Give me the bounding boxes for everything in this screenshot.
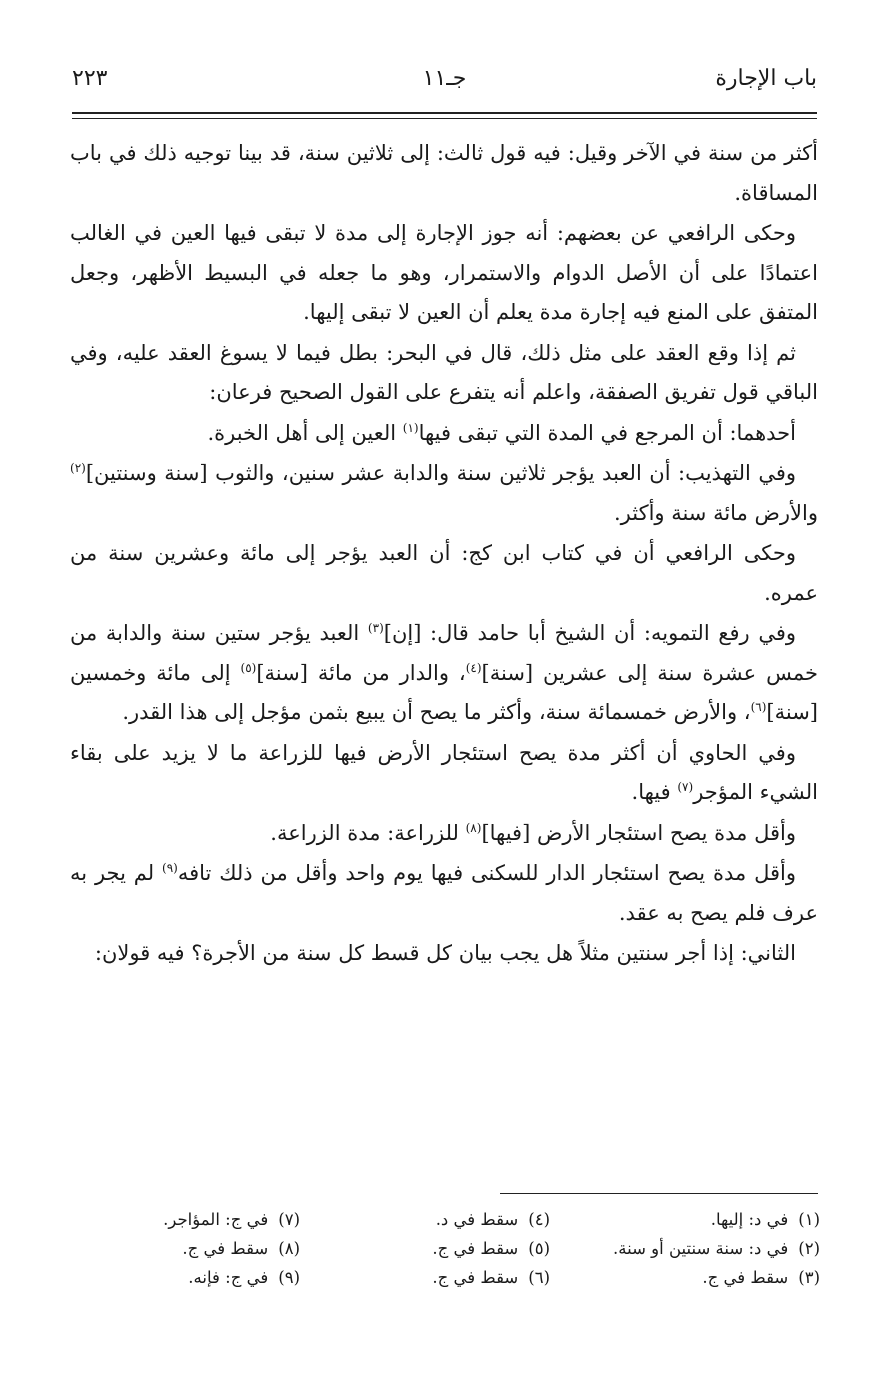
footnote-marker: (٩) (162, 861, 178, 875)
footnote-number: (٧) (278, 1210, 300, 1229)
page-number: ٢٢٣ (72, 66, 108, 91)
paragraph-text: فيها. (631, 780, 678, 804)
footnote-item (300, 1263, 550, 1292)
page-header (72, 66, 817, 102)
footnote-column (300, 1205, 550, 1292)
paragraph-text: أكثر من سنة في الآخر وقيل: فيه قول ثالث: إلى ثلاثين سنة، قد بينا توجيه ذلك في باب المساقاة. (70, 141, 818, 205)
paragraph-text: ، والدار من مائة [سنة] (256, 660, 466, 685)
footnote-marker: (٧) (677, 780, 694, 794)
paragraph-text: وفي الحاوي أن أكثر مدة يصح استئجار الأرض فيها للزراعة ما لا يزيد على بقاء الشيء المؤجر (70, 740, 818, 804)
footnote-marker: (٨) (465, 820, 482, 835)
footnote-number: (٢) (798, 1239, 820, 1258)
footnote-number: (٣) (798, 1268, 820, 1287)
footnote-text: سقط في ج. (702, 1268, 789, 1287)
footnote-text: في د: سنة سنتين أو سنة. (613, 1239, 789, 1258)
footnote-marker: (٣) (367, 621, 384, 635)
paragraph (70, 814, 818, 854)
footnote-text: سقط في ج. (432, 1268, 519, 1287)
footnote-text: سقط في د. (435, 1210, 519, 1229)
footnotes (70, 1205, 820, 1315)
paragraph (70, 454, 818, 533)
header-rule-thick (72, 112, 817, 114)
paragraph (70, 214, 818, 333)
header-rule-thin (72, 118, 817, 119)
footnote-marker: (٦) (750, 700, 767, 714)
paragraph-text: وحكى الرافعي أن في كتاب ابن كج: أن العبد يؤجر إلى مائة وعشرين سنة من عمره. (70, 541, 818, 605)
footnote-marker: (١) (402, 420, 419, 435)
footnote-text: في د: إليها. (710, 1210, 789, 1229)
footnote-number: (٩) (278, 1268, 300, 1287)
paragraph-text: العين إلى أهل الخبرة. (207, 420, 403, 445)
paragraph-text: ، والأرض خمسمائة سنة، وأكثر ما يصح أن يبيع بثمن مؤجل إلى هذا القدر. (122, 700, 751, 724)
paragraph (70, 134, 818, 213)
footnote-column (570, 1205, 820, 1292)
paragraph (70, 734, 818, 813)
footnote-text: سقط في ج. (432, 1239, 519, 1258)
footnote-number: (٤) (528, 1210, 550, 1229)
footnote-separator (500, 1193, 818, 1194)
footnote-number: (٦) (528, 1268, 550, 1287)
volume-label: جـ١١ (422, 66, 467, 91)
main-text (70, 134, 818, 975)
paragraph (70, 334, 818, 413)
paragraph-text: وحكى الرافعي عن بعضهم: أنه جوز الإجارة إلى مدة لا تبقى فيها العين في الغالب اعتمادًا على أن الأصل الدوام والاستمرار، وهو ما جعله في البسيط الأظهر، وجعل المتفق على المنع فيه إجارة مدة يعلم أن العين لا تبقى إليها. (70, 221, 818, 324)
footnote-number: (١) (798, 1210, 820, 1229)
paragraph-text: وفي رفع التمويه: أن الشيخ أبا حامد قال: [إن] (383, 621, 796, 645)
paragraph-text: والأرض مائة سنة وأكثر. (613, 500, 818, 525)
footnote-marker: (٢) (70, 461, 86, 475)
footnote-item (50, 1263, 300, 1292)
chapter-title: باب الإجارة (715, 66, 817, 91)
paragraph (70, 614, 818, 733)
paragraph (70, 854, 818, 933)
paragraph-text: وأقل مدة يصح استئجار الدار للسكنى فيها يوم واحد وأقل من ذلك تافه (177, 861, 796, 885)
footnote-item (570, 1234, 820, 1263)
paragraph-text: العبد يؤجر ستين سنة والدابة من خمس عشرة سنة إلى عشرين [سنة] (70, 621, 818, 685)
footnote-item (50, 1205, 300, 1234)
footnote-item (300, 1205, 550, 1234)
footnote-item (570, 1263, 820, 1292)
footnote-column (50, 1205, 300, 1292)
footnote-marker: (٤) (465, 660, 482, 675)
paragraph (70, 534, 818, 613)
paragraph-text: أحدهما: أن المرجع في المدة التي تبقى فيها (418, 420, 796, 445)
footnote-text: في ج: فإنه. (188, 1268, 269, 1287)
paragraph-text: وفي التهذيب: أن العبد يؤجر ثلاثين سنة والدابة عشر سنين، والثوب [سنة وسنتين] (85, 461, 796, 485)
footnote-marker: (٥) (240, 660, 257, 675)
paragraph-text: ثم إذا وقع العقد على مثل ذلك، قال في البحر: بطل فيما لا يسوغ العقد عليه، وفي الباقي قول تفريق الصفقة، واعلم أنه يتفرع على القول الصحيح فرعان: (70, 340, 818, 404)
footnote-text: سقط في ج. (182, 1239, 269, 1258)
footnote-number: (٥) (528, 1239, 550, 1258)
paragraph-text: الثاني: إذا أجر سنتين مثلاً هل يجب بيان كل قسط كل سنة من الأجرة؟ فيه قولان: (94, 941, 796, 965)
footnote-item (300, 1234, 550, 1263)
paragraph-text: للزراعة: مدة الزراعة. (270, 820, 466, 845)
paragraph-text: لم يجر به عرف فلم يصح به عقد. (70, 861, 818, 925)
paragraph (70, 934, 818, 974)
footnote-text: في ج: المؤاجر. (163, 1210, 269, 1229)
paragraph-text: وأقل مدة يصح استئجار الأرض [فيها] (481, 820, 796, 845)
footnote-item (50, 1234, 300, 1263)
paragraph-text: إلى مائة وخمسين [سنة] (70, 660, 818, 724)
paragraph (70, 414, 818, 454)
footnote-item (570, 1205, 820, 1234)
footnote-number: (٨) (278, 1239, 300, 1258)
